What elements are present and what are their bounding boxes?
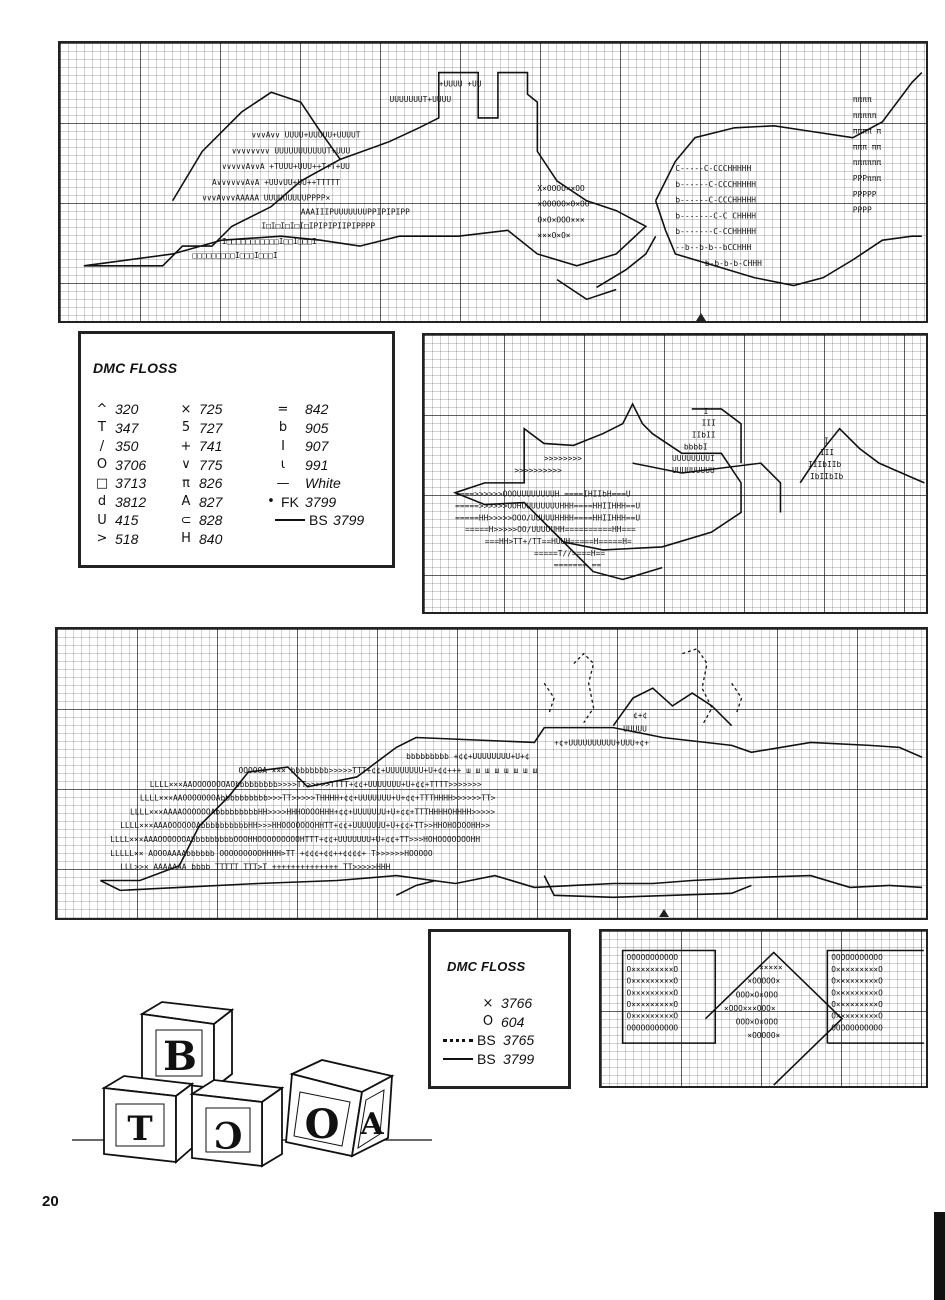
legend-row: BS 3799 (261, 511, 364, 530)
svg-text:×OOOOO×: ×OOOOO× (747, 1031, 781, 1041)
svg-text:=====T//====H==: =====T//====H== (534, 548, 606, 558)
legend-row: + 741 (173, 437, 222, 456)
legend-row: A 827 (173, 493, 222, 512)
svg-text:III: III (701, 418, 716, 428)
svg-text:∨∨∨∨∨A∨∨A +TUUU+UUU++T+T+UU: ∨∨∨∨∨A∨∨A +TUUU+UUU++T+T+UU (221, 162, 350, 172)
legend-column-2 (173, 400, 222, 548)
symbol-a-icon: A (181, 494, 191, 510)
svg-text:O×××××××××O: O×××××××××O (626, 1011, 679, 1021)
scan-edge-shadow (934, 1212, 945, 1300)
svg-text:OOOOOA ××× bbbbbbbb>>>>>TT: OOOOOA ××× bbbbbbbb>>>>>TTT+¢¢+UUUUUUUU+U+¢¢+++ ш ш ш ш ш ш ш ш (238, 766, 538, 776)
legend-dmc-floss-1 (78, 331, 395, 568)
symbol-pi-icon: π (182, 475, 190, 491)
symbol-c-icon: ⊂ (180, 512, 192, 528)
svg-text:b-------C-C CHHHH: b-------C-C CHHHH (675, 211, 756, 221)
svg-text:A∨∨∨∨∨∨A∨A +UU∨UU+UU++TTTTT: A∨∨∨∨∨∨A∨A +UU∨UU+UU++TTTTT (212, 177, 341, 187)
svg-text:I: I (703, 406, 709, 416)
svg-text:+¢+UUUUUUUUUU+UUU+¢+: +¢+UUUUUUUUUU+UUU+¢+ (554, 738, 649, 748)
legend-row: ∨ 775 (173, 456, 222, 475)
svg-text:LLLL×××AAOOOOOOOAbbbbbbbbbb>>>: LLLL×××AAOOOOOOOAbbbbbbbbbb>>>TT>>>>>THHHH+¢¢+UUUUUUU+U+¢¢+TTTHHHH>>>>>>TT> (139, 793, 496, 803)
legend-row: d 3812 (89, 493, 146, 512)
symbol-equals-icon: = (277, 401, 289, 417)
svg-text:ππππππ: ππππππ (852, 158, 882, 168)
svg-text:O×××××××××O: O×××××××××O (626, 976, 679, 986)
center-marker-arrow (659, 909, 669, 917)
svg-text:□□□□□□□□□I□□□I□□□I: □□□□□□□□□I□□□I□□□I (192, 250, 278, 260)
symbol-u-icon: U (97, 512, 107, 528)
legend-prefix: BS (309, 512, 328, 529)
svg-text:O×××××××××O: O×××××××××O (831, 988, 883, 998)
svg-text:LLLL×××AAAOOOOOOAbbbbbbbbbOOOH: LLLL×××AAAOOOOOOAbbbbbbbbbOOOHHOOOOOOOOOHTTT+¢¢+UUUUUUU+U+¢¢+TT>>>HOHOOOOOOOHH (110, 835, 481, 845)
svg-text:LLLL×××AAAAOOOOOOAbbbbbbbbbHH>: LLLL×××AAAAOOOOOOAbbbbbbbbbHH>>>>HHHOOOOHHH+¢¢+UUUUUUU+U+¢¢+TTTHHHHOHHHH>>>>> (130, 807, 496, 817)
chart-bottom-right-pattern (601, 931, 926, 1086)
svg-text:πππ ππ: πππ ππ (852, 142, 882, 152)
svg-text:LLLL×××AAAOOOOOOAbbbbbbbbbbHH>: LLLL×××AAAOOOOOOAbbbbbbbbbbHH>>>HHOOOOOOOHHTT+¢¢+UUUUUUU+U+¢¢+TT>>HHOHOOOOHH>> (120, 821, 490, 831)
symbol-dot-icon: • (267, 494, 275, 510)
svg-text:ππππ π: ππππ π (852, 126, 882, 136)
backstitch-dashed-icon (443, 1039, 473, 1042)
legend-prefix: BS (477, 1032, 496, 1049)
backstitch-line-icon (443, 1058, 473, 1060)
svg-text:∨∨∨A∨∨∨AAAAA UUUUUUUUUPPPP×: ∨∨∨A∨∨∨AAAAA UUUUUUUUUPPPP× (202, 193, 331, 203)
chart-bottom-strip (55, 627, 928, 920)
svg-text:b------C-CCCHHHHH: b------C-CCCHHHHH (675, 195, 756, 205)
svg-text:====>>>>>>OOOUUUUUUUUH ====IH: ====>>>>>>OOOUUUUUUUUH ====IHIIbH===U (455, 489, 631, 499)
svg-text:AAAIIIPUUUUUUUPPIPIPIPP: AAAIIIPUUUUUUUPPIPIPIPP (300, 207, 410, 217)
svg-text:=====>>>>>>OOHUUUUUUUUHHH====H: =====>>>>>>OOHUUUUUUUUHHH====HHIIHHH==U (455, 501, 641, 511)
svg-text:O×××××××××O: O×××××××××O (831, 964, 883, 974)
svg-text:OOO×O×OOO: OOO×O×OOO (735, 990, 778, 1000)
legend-column (443, 994, 534, 1068)
legend-row: H 840 (173, 530, 222, 549)
legend-row: > 518 (89, 530, 146, 549)
legend-column-1 (89, 400, 146, 548)
svg-text:O×O×OOO×××: O×O×OOO××× (537, 215, 585, 225)
svg-text:∨∨∨∨∨∨∨∨ UUUUUUUUUUUT+UUU: ∨∨∨∨∨∨∨∨ UUUUUUUUUUUT+UUU (231, 146, 351, 156)
legend-row: / 350 (89, 437, 146, 456)
legend-row: ⊂ 828 (173, 511, 222, 530)
legend-row: 5 727 (173, 419, 222, 438)
svg-text:O×××××××××O: O×××××××××O (831, 1011, 883, 1021)
svg-text:O×××××××××O: O×××××××××O (831, 1000, 883, 1010)
symbol-h-icon: H (181, 531, 191, 547)
svg-text:×OOOOO×O×OO: ×OOOOO×O×OO (537, 199, 590, 209)
svg-text:=====H>>>>>OO/UUUUUHH=========: =====H>>>>>OO/UUUUUHH==========HH=== (465, 525, 636, 535)
legend-column-3 (261, 400, 364, 530)
legend-row: × 3766 (443, 994, 534, 1013)
svg-text:>>>>>>>>>>: >>>>>>>>>> (514, 466, 562, 476)
legend-row: □ 3713 (89, 474, 146, 493)
symbol-slash-icon: / (99, 438, 105, 454)
svg-text:πππππ: πππππ (852, 110, 877, 120)
center-marker-arrow (696, 313, 706, 321)
chart-bottom-right (599, 929, 928, 1088)
legend-row: O 3706 (89, 456, 146, 475)
legend-title: DMC FLOSS (93, 360, 178, 376)
svg-text:×OOOOO×: ×OOOOO× (747, 976, 781, 986)
svg-text:OOOOOOOOOOO: OOOOOOOOOOO (626, 1023, 679, 1033)
svg-text:I□□□□□□□□□□□I□□I□□□I: I□□□□□□□□□□□I□□I□□□I (221, 237, 317, 247)
svg-text:OOO×O×OOO: OOO×O×OOO (735, 1017, 778, 1027)
svg-text:PPPP: PPPP (852, 205, 872, 215)
symbol-greater-than-icon: > (96, 531, 108, 547)
symbol-circle-icon: O (96, 457, 108, 473)
legend-row: × 725 (173, 400, 222, 419)
block-letter: A (360, 1107, 384, 1142)
legend-row: BS 3765 (443, 1031, 534, 1050)
symbol-i-icon: I (281, 438, 285, 454)
block-letter: C (213, 1113, 243, 1155)
svg-text:OOOOOOOOOOO: OOOOOOOOOOO (626, 953, 679, 963)
chart-middle-right (422, 333, 928, 614)
legend-row: ι 991 (261, 456, 364, 475)
legend-row: • FK 3799 (261, 493, 364, 512)
svg-text:OOOOOOOOOOO: OOOOOOOOOOO (831, 1023, 883, 1033)
svg-text:III: III (819, 448, 835, 458)
symbol-v-icon: ∨ (181, 457, 191, 473)
legend-row: ^ 320 (89, 400, 146, 419)
block-letter: O (304, 1101, 340, 1148)
svg-text:C-----C-CCCHHHHH: C-----C-CCCHHHHH (675, 164, 752, 174)
svg-text:=====HH>>>>>OOO/UUUUUHHHH====H: =====HH>>>>>OOO/UUUUUHHHH====HHIIHHH==U (455, 513, 641, 523)
svg-text:--b--b-b--bCCHHH: --b--b-b--bCCHHH (675, 243, 752, 253)
svg-text:∨∨∨A∨∨ UUUU+UUUUU+UUUUT: ∨∨∨A∨∨ UUUU+UUUUU+UUUUT (251, 130, 361, 140)
symbol-x-icon: × (482, 995, 494, 1011)
legend-row: b 905 (261, 419, 364, 438)
svg-text:LLLLL×× AOOOAAAAbbbbbb OOOOO: LLLLL×× AOOOAAAAbbbbbb OOOOOOOOOHHHH>TT +¢¢¢+¢¢++¢¢¢¢+ T>>>>>>HOOOOO (110, 848, 433, 858)
page-number: 20 (42, 1193, 59, 1210)
legend-title: DMC FLOSS (447, 959, 526, 974)
svg-text:UUUUUUUUI: UUUUUUUUI (672, 454, 715, 464)
svg-text:ππππ: ππππ (852, 95, 872, 105)
symbol-square-icon: □ (95, 475, 109, 491)
symbol-b-icon: b (278, 420, 288, 436)
legend-row: π 826 (173, 474, 222, 493)
svg-text:×××××: ××××× (759, 962, 783, 972)
symbol-5-icon: 5 (181, 420, 191, 436)
svg-text:UUUUUUUT+UUUU: UUUUUUUT+UUUU (389, 95, 452, 105)
chart-bottom-pattern (57, 629, 926, 918)
svg-text:UUUUUUUUU: UUUUUUUUU (672, 466, 715, 476)
symbol-x-icon: × (180, 401, 192, 417)
chart-top-pattern (60, 43, 926, 321)
symbol-caret-icon: ^ (96, 401, 108, 417)
svg-text:X×OOOO××OO: X×OOOO××OO (537, 183, 585, 193)
backstitch-line-icon (275, 519, 305, 521)
symbol-circle-icon: O (482, 1014, 494, 1030)
svg-text:¢+¢: ¢+¢ (633, 710, 648, 720)
legend-prefix: FK (281, 493, 299, 510)
svg-text:LLL>>× AAAAAAA bbbb TTTT: LLL>>× AAAAAAA bbbb TTTTT TTT>T ++++++++++++++ TT>>>>>HHH (120, 862, 391, 872)
svg-text:O×××××××××O: O×××××××××O (626, 964, 679, 974)
symbol-plus-icon: + (180, 438, 192, 454)
svg-text:I□I□I□I□I□IPIPIPIIPIPPPP: I□I□I□I□I□IPIPIPIIPIPPPP (261, 221, 376, 231)
svg-text:OOOOOOOOOOO: OOOOOOOOOOO (831, 953, 883, 963)
svg-text:b-------C-CCHHHHH: b-------C-CCHHHHH (675, 227, 756, 237)
svg-text:b-b-b-b-CHHH: b-b-b-b-CHHH (704, 258, 762, 268)
chart-middle-pattern (424, 335, 926, 612)
svg-text:IbIIbIb: IbIIbIb (810, 471, 844, 481)
svg-text:>>>>>>>>: >>>>>>>> (543, 454, 582, 464)
svg-text:IIbII: IIbII (691, 430, 716, 440)
legend-row: I 907 (261, 437, 364, 456)
abc-blocks-illustration (72, 996, 442, 1176)
svg-text:UUUUU: UUUUU (623, 724, 647, 734)
svg-text:O×××××××××O: O×××××××××O (831, 976, 883, 986)
legend-dmc-floss-2 (428, 929, 571, 1089)
svg-text:b------C-CCCHHHHH: b------C-CCCHHHHH (675, 179, 756, 189)
svg-text:bbbbI: bbbbI (683, 442, 708, 452)
legend-prefix: BS (477, 1050, 496, 1067)
svg-text:×××O×O×: ×××O×O× (537, 231, 571, 241)
symbol-d-icon: d (97, 494, 107, 510)
symbol-iota-icon: ι (280, 457, 286, 473)
svg-text:+UUUU +UU: +UUUU +UU (438, 79, 482, 89)
symbol-t-icon: T (98, 420, 106, 436)
symbol-dash-icon: — (276, 475, 290, 491)
legend-row: O 604 (443, 1013, 534, 1032)
legend-row: T 347 (89, 419, 146, 438)
svg-text:===HH>TT+/TT==HUUH=====H=====H: ===HH>TT+/TT==HUUH=====H=====H= (484, 536, 632, 546)
svg-text:PPPPP: PPPPP (852, 189, 877, 199)
block-letter: T (127, 1109, 153, 1149)
block-letter: B (163, 1033, 197, 1080)
legend-row: BS 3799 (443, 1050, 534, 1069)
svg-text:LLLL×××AAOOOOOOOAObbbbbbbbb>>>: LLLL×××AAOOOOOOOAObbbbbbbbb>>>>TT>>>>>TTTT+¢¢+UUUUUUU+U+¢¢+TTTT>>>>>>> (149, 779, 482, 789)
svg-text:======= ==: ======= == (553, 560, 602, 570)
svg-text:O×××××××××O: O×××××××××O (626, 988, 679, 998)
legend-row: — White (261, 474, 364, 493)
svg-text:bbbbbbbbb +¢¢+UUUUUUUU+U+¢: bbbbbbbbb +¢¢+UUUUUUUU+U+¢ (406, 752, 530, 762)
svg-text:×OOO×××OOO×: ×OOO×××OOO× (724, 1003, 776, 1013)
svg-text:PPPπππ: PPPπππ (852, 174, 882, 184)
legend-row: = 842 (261, 400, 364, 419)
chart-top-strip (58, 41, 928, 323)
svg-text:IIIbIIb: IIIbIIb (808, 460, 842, 470)
svg-text:I: I (823, 436, 829, 446)
svg-text:O×××××××××O: O×××××××××O (626, 1000, 679, 1010)
legend-row: U 415 (89, 511, 146, 530)
